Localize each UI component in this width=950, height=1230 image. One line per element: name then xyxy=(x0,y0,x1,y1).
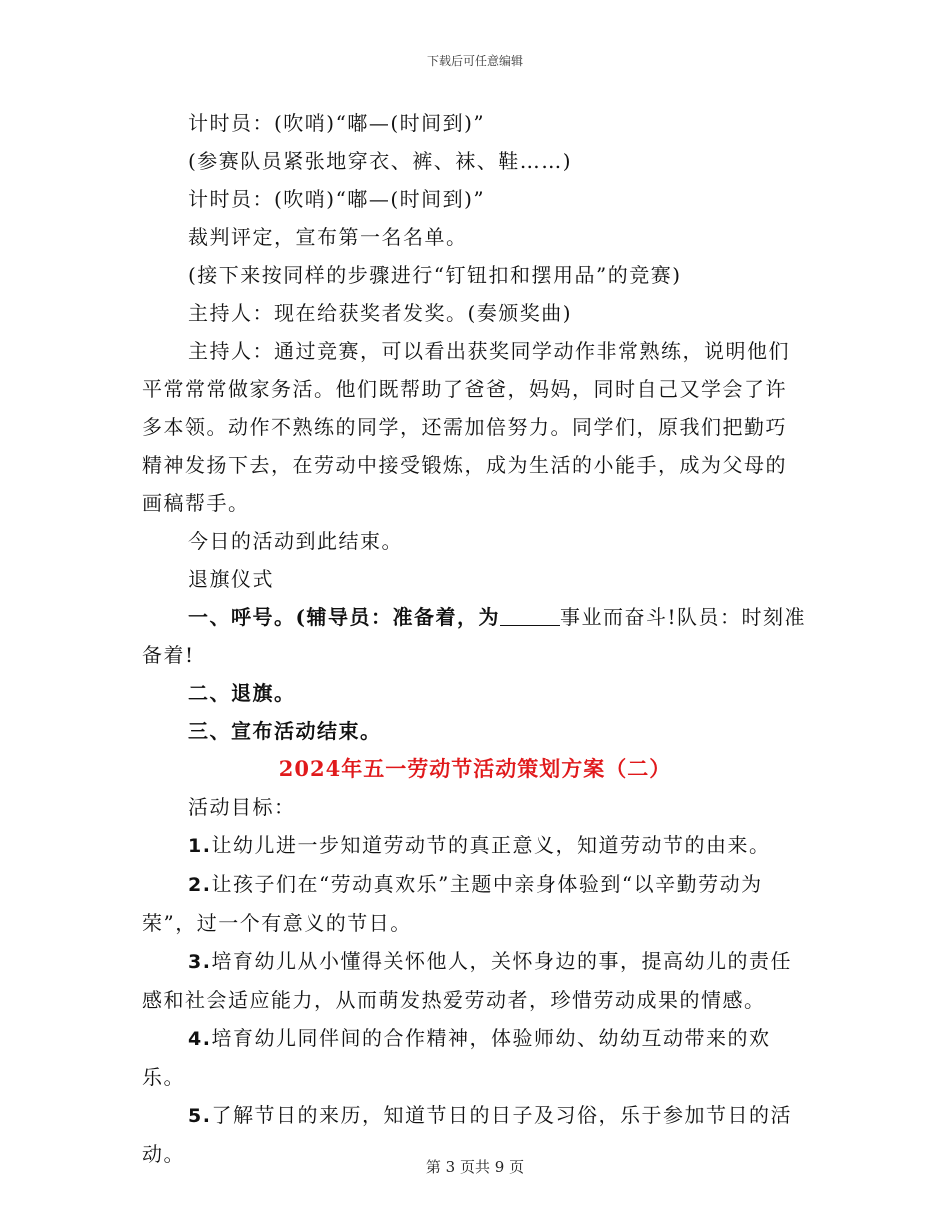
section-title: 2024年五一劳动节活动策划方案（二） xyxy=(278,756,672,781)
paragraph-flag-ceremony: 退旗仪式 xyxy=(188,567,274,591)
goal-number: 2. xyxy=(188,874,212,896)
goal-item-4 xyxy=(142,1019,808,1096)
goal-text: 让孩子们在“劳动真欢乐”主题中亲身体验到“以辛勤劳动为荣”，过一个有意义的节日。 xyxy=(142,872,763,935)
document-body xyxy=(142,104,808,1173)
goal-text: 让幼儿进一步知道劳动节的真正意义，知道劳动节的由来。 xyxy=(211,833,771,857)
paragraph-oath xyxy=(142,598,808,674)
oath-after: 事业而奋斗!队员：时刻准备着! xyxy=(142,605,807,667)
oath-blank xyxy=(500,605,560,626)
item-lower-flag: 二、退旗。 xyxy=(188,681,296,705)
goal-text: 了解节日的来历，知道节日的日子及习俗，乐于参加节日的活动。 xyxy=(142,1103,792,1166)
goal-text: 培育幼儿同伴间的合作精神，体验师幼、幼幼互动带来的欢乐。 xyxy=(142,1026,771,1089)
goal-item-3 xyxy=(142,942,808,1019)
goal-item-2 xyxy=(142,865,808,942)
goal-number: 5. xyxy=(188,1105,212,1127)
page-header: 下载后可任意编辑 xyxy=(426,54,523,68)
paragraph-host-summary: 主持人：通过竞赛，可以看出获奖同学动作非常熟练，说明他们平常常常做家务活。他们既帮助了爸爸，妈妈，同时自己又学会了许多本领。动作不熟练的同学，还需加倍努力。同学们，原我们把勤巧精神发扬下去，在劳动中接受锻炼，成为生活的小能手，成为父母的画稿帮手。 xyxy=(142,339,790,515)
goals-label: 活动目标： xyxy=(188,795,296,819)
paragraph-award: 主持人：现在给获奖者发奖。(奏颁奖曲) xyxy=(188,301,573,325)
paragraph-dressing: (参赛队员紧张地穿衣、裤、袜、鞋……) xyxy=(188,149,573,173)
paragraph-judge: 裁判评定，宣布第一名名单。 xyxy=(188,225,468,249)
item-announce-end: 三、宣布活动结束。 xyxy=(188,719,382,743)
goal-number: 3. xyxy=(188,951,212,973)
goal-text: 培育幼儿从小懂得关怀他人，关怀身边的事，提高幼儿的责任感和社会适应能力，从而萌发热爱劳动者，珍惜劳动成果的情感。 xyxy=(142,949,792,1012)
goal-number: 4. xyxy=(188,1028,212,1050)
oath-before: 一、呼号。(辅导员：准备着，为 xyxy=(188,605,500,629)
paragraph-timer-2: 计时员：(吹哨)“嘟—(时间到)” xyxy=(188,187,486,211)
page-footer: 第 3 页共 9 页 xyxy=(425,1158,525,1176)
goal-item-1 xyxy=(142,826,808,865)
paragraph-timer-1: 计时员：(吹哨)“嘟—(时间到)” xyxy=(188,111,486,135)
paragraph-next-contest: (接下来按同样的步骤进行“钉钮扣和摆用品”的竞赛) xyxy=(188,263,682,287)
paragraph-ending: 今日的活动到此结束。 xyxy=(188,529,403,553)
goal-number: 1. xyxy=(188,835,212,857)
